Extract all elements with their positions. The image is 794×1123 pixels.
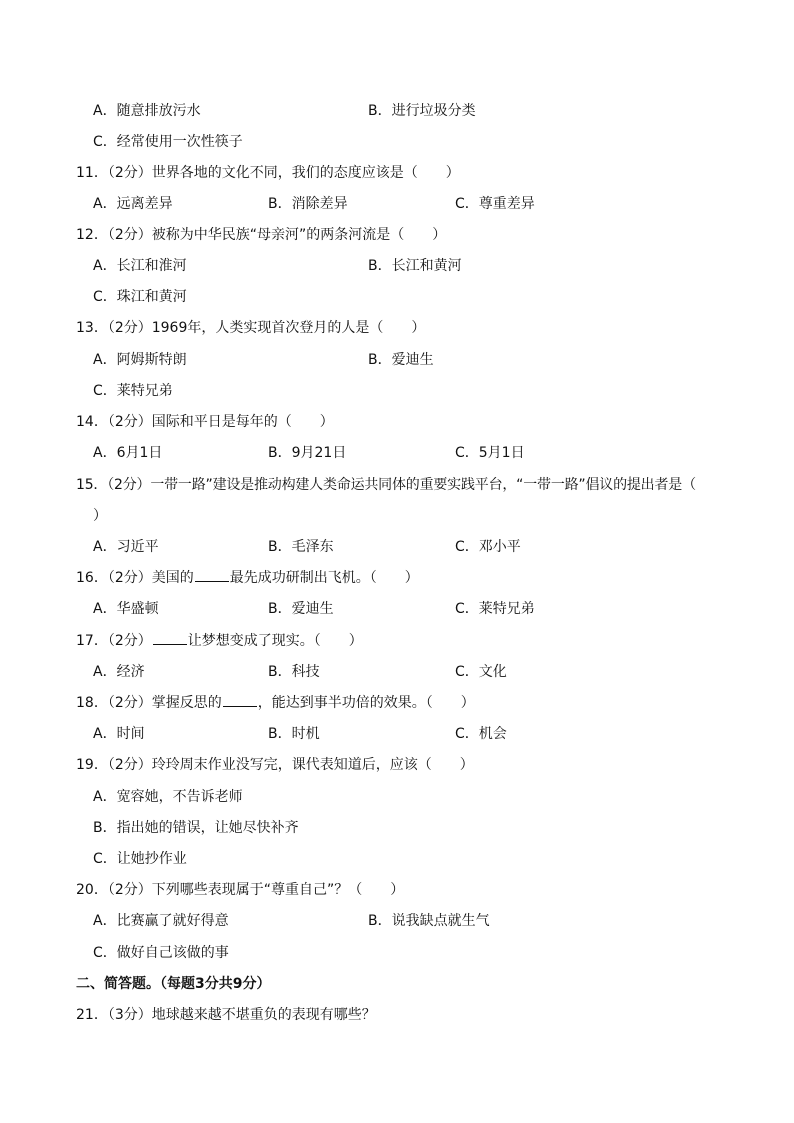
q10-option-a: A．随意排放污水 — [93, 103, 201, 119]
q16-stem — [76, 567, 419, 589]
q18-option-a: A．时间 — [93, 726, 145, 742]
q15-stem-continuation: ） — [93, 508, 107, 524]
q17-stem-post: 让梦想变成了现实。（ ） — [187, 633, 363, 649]
q18-stem-pre: 18．（2分）掌握反思的 — [76, 695, 222, 711]
q18-option-b: B．时机 — [268, 726, 320, 742]
q18-answer-blank — [223, 692, 257, 707]
q12-stem: 12．（2分）被称为中华民族“母亲河”的两条河流是（ ） — [76, 227, 447, 243]
q16-stem-pre: 16．（2分）美国的 — [76, 570, 194, 586]
q12-option-b: B．长江和黄河 — [368, 258, 462, 274]
q18-stem-post: ，能达到事半功倍的效果。（ ） — [257, 695, 475, 711]
q13-option-a: A．阿姆斯特朗 — [93, 352, 187, 368]
q10-option-b: B．进行垃圾分类 — [368, 103, 476, 119]
q16-stem-post: 最先成功研制出飞机。（ ） — [229, 570, 419, 586]
q20-option-b: B．说我缺点就生气 — [368, 913, 490, 929]
q15-option-a: A．习近平 — [93, 539, 159, 555]
q11-option-c: C．尊重差异 — [455, 196, 535, 212]
q13-stem: 13．（2分）1969年，人类实现首次登月的人是（ ） — [76, 320, 426, 336]
q19-option-c: C．让她抄作业 — [93, 851, 187, 867]
q14-option-b: B．9月21日 — [268, 445, 347, 461]
q15-option-c: C．邓小平 — [455, 539, 521, 555]
q15-stem: 15．（2分）一带一路”建设是推动构建人类命运共同体的重要实践平台，“一带一路”倡议的提出者是（ — [76, 477, 696, 493]
q19-option-a: A．宽容她，不告诉老师 — [93, 789, 243, 805]
q16-option-b: B．爱迪生 — [268, 601, 334, 617]
q14-option-a: A．6月1日 — [93, 445, 163, 461]
q13-option-c: C．莱特兄弟 — [93, 383, 173, 399]
q21-stem: 21．（3分）地球越来越不堪重负的表现有哪些？ — [76, 1007, 376, 1023]
q17-option-c: C．文化 — [455, 664, 507, 680]
q17-option-b: B．科技 — [268, 664, 320, 680]
q14-option-c: C．5月1日 — [455, 445, 525, 461]
q11-stem: 11．（2分）世界各地的文化不同，我们的态度应该是（ ） — [76, 165, 460, 181]
q12-option-a: A．长江和淮河 — [93, 258, 187, 274]
q19-option-b: B．指出她的错误，让她尽快补齐 — [93, 820, 299, 836]
q18-option-c: C．机会 — [455, 726, 507, 742]
q17-stem — [76, 630, 363, 652]
q11-option-b: B．消除差异 — [268, 196, 348, 212]
q20-option-a: A．比赛赢了就好得意 — [93, 913, 229, 929]
q10-option-c: C．经常使用一次性筷子 — [93, 134, 243, 150]
q11-option-a: A．远离差异 — [93, 196, 173, 212]
q17-answer-blank — [153, 630, 187, 645]
q12-option-c: C．珠江和黄河 — [93, 289, 187, 305]
q15-option-b: B．毛泽东 — [268, 539, 334, 555]
q17-option-a: A．经济 — [93, 664, 145, 680]
q20-stem: 20．（2分）下列哪些表现属于“尊重自己”？（ ） — [76, 882, 405, 898]
q13-option-b: B．爱迪生 — [368, 352, 434, 368]
q18-stem — [76, 692, 475, 714]
q19-stem: 19．（2分）玲玲周末作业没写完，课代表知道后，应该（ ） — [76, 757, 474, 773]
q14-stem: 14．（2分）国际和平日是每年的（ ） — [76, 414, 334, 430]
q20-option-c: C．做好自己该做的事 — [93, 945, 229, 961]
q16-option-c: C．莱特兄弟 — [455, 601, 535, 617]
section-title-short-answer: 二、简答题。（每题3分共9分） — [76, 976, 271, 992]
q17-stem-pre: 17．（2分） — [76, 633, 152, 649]
q16-option-a: A．华盛顿 — [93, 601, 159, 617]
q16-answer-blank — [195, 567, 229, 582]
